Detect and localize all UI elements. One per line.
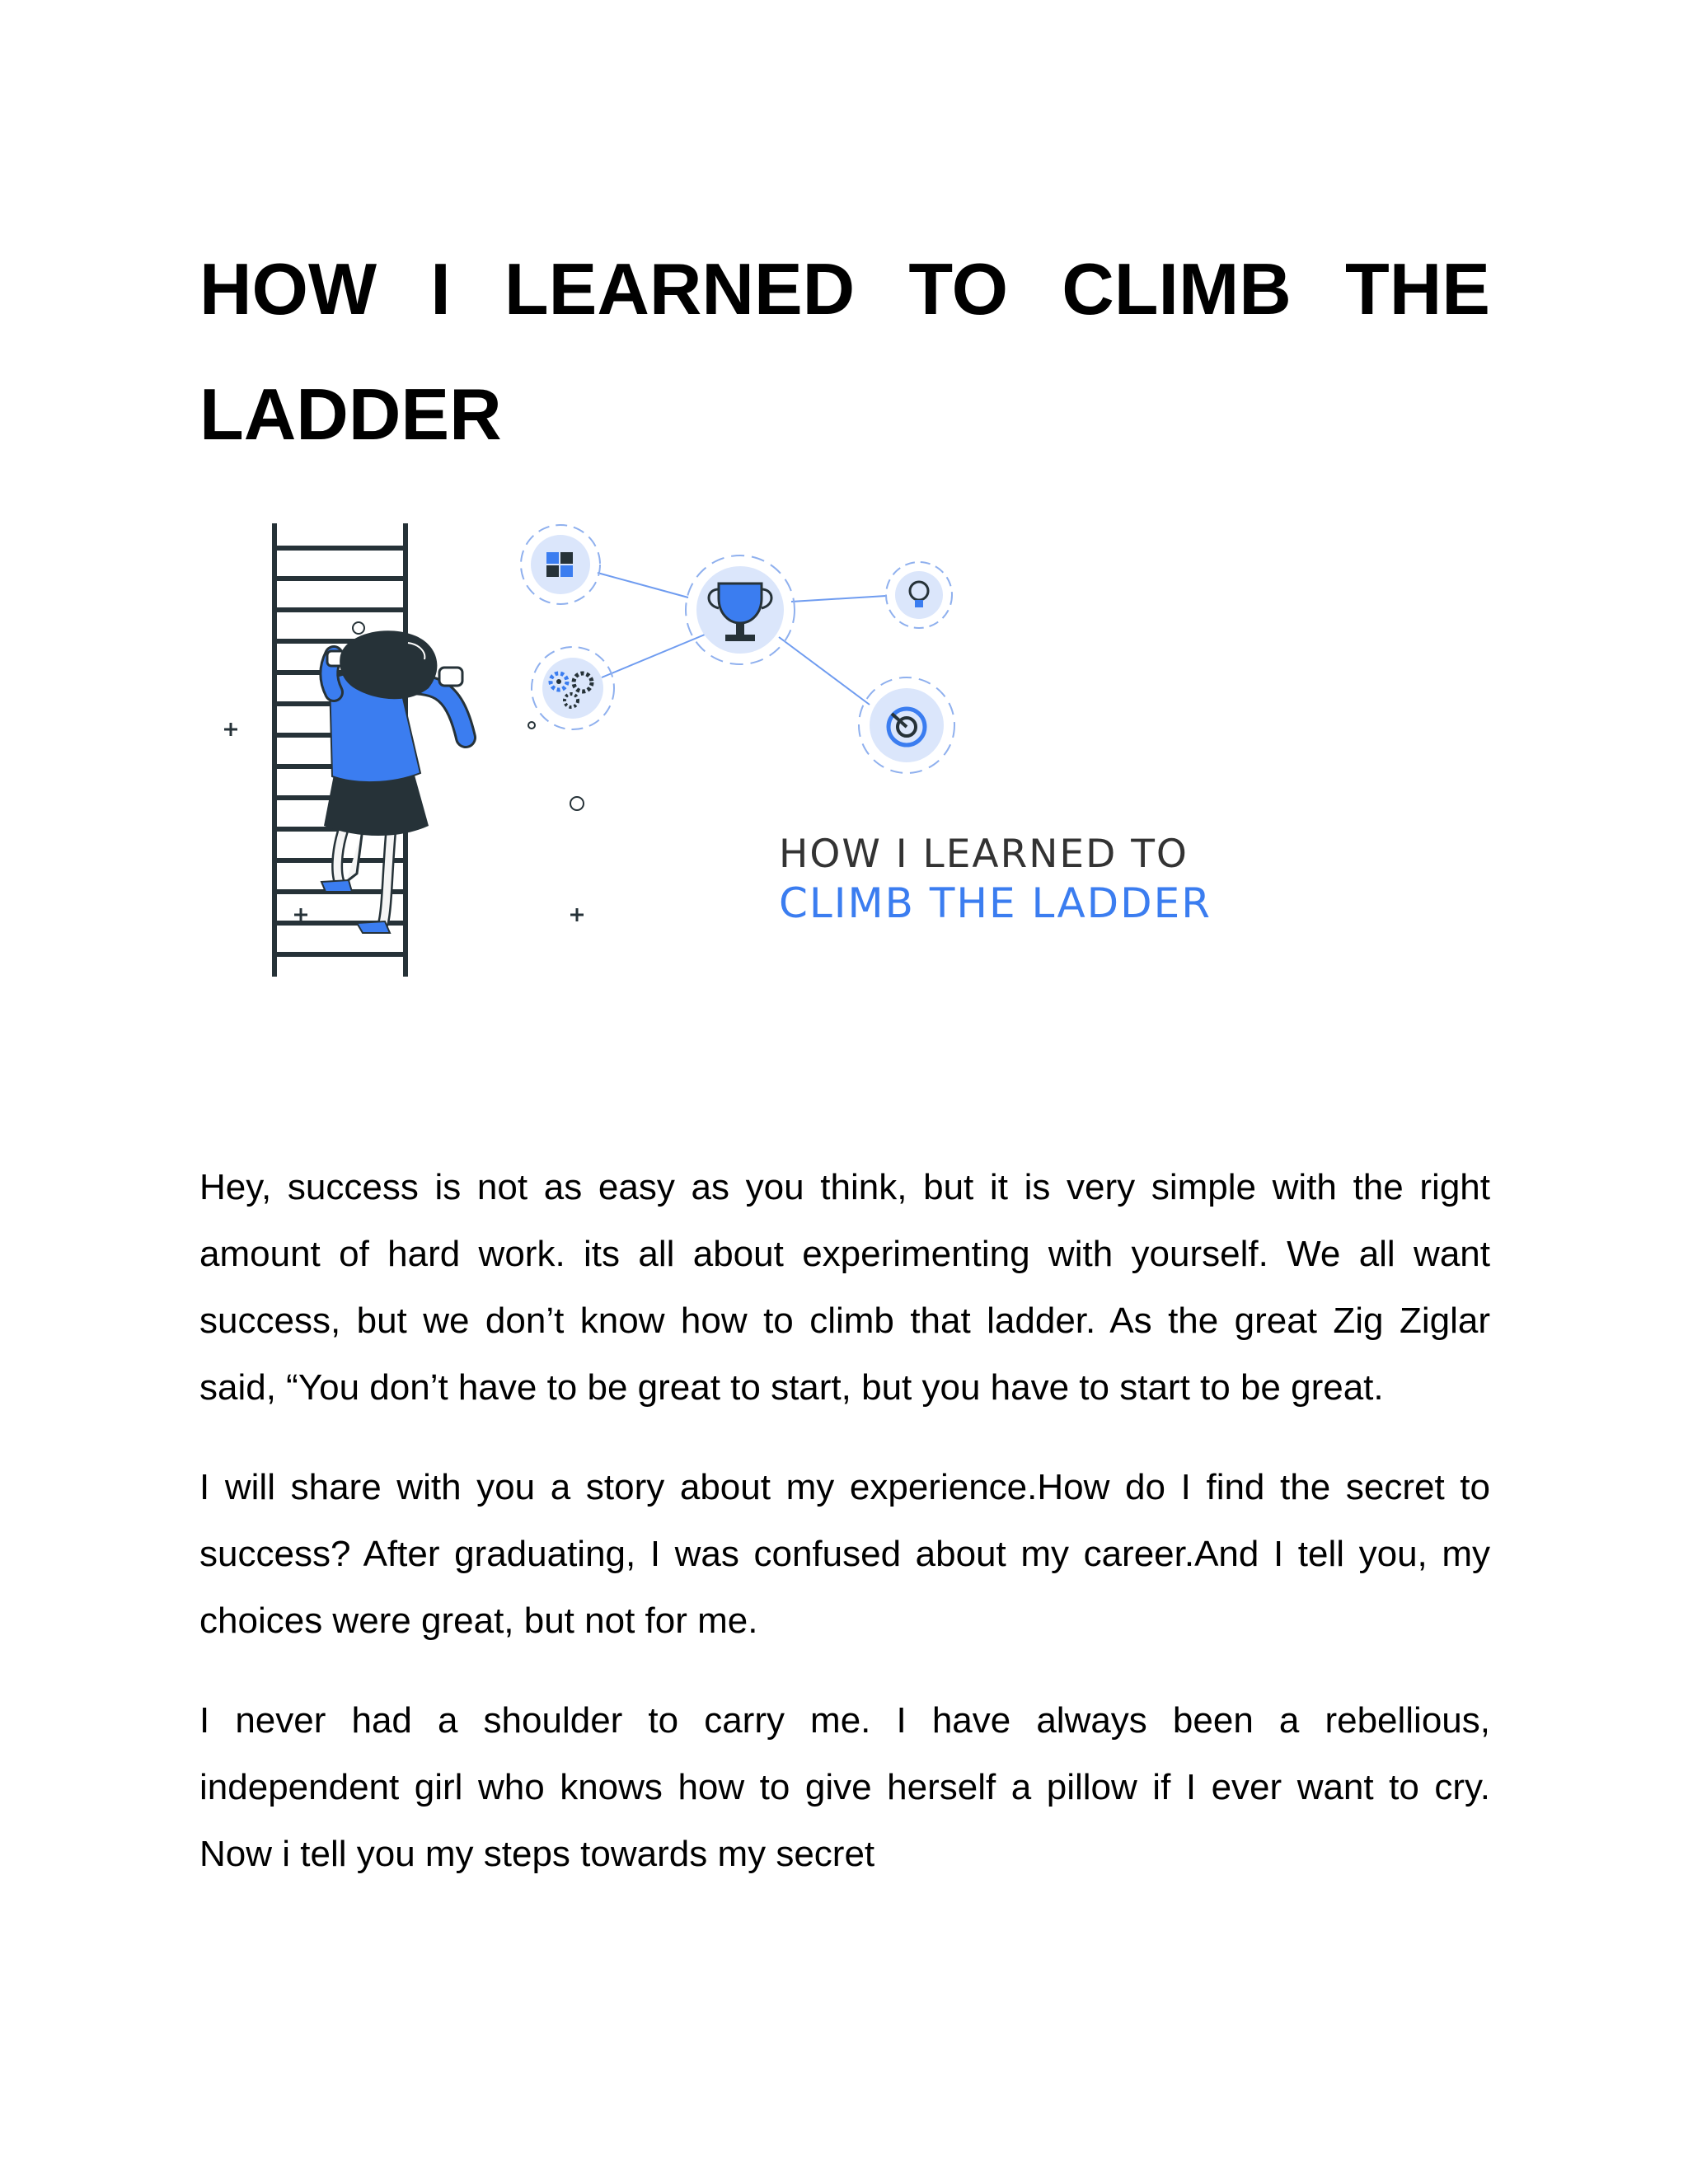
banner-line-1: HOW I LEARNED TO bbox=[779, 832, 1189, 877]
lightbulb-icon bbox=[886, 562, 952, 628]
paragraph-3: I never had a shoulder to carry me. I have always been a rebellious, independent girl who knows how to give herself a pillow if I ever want to cry. Now i tell you my steps towards my secret bbox=[199, 1700, 1490, 1874]
page-title: HOW I LEARNED TO CLIMB THE LADDER bbox=[199, 248, 1490, 455]
hero-illustration bbox=[210, 519, 1397, 989]
trophy-icon bbox=[686, 555, 795, 664]
puzzle-icon bbox=[521, 525, 600, 604]
gears-icon bbox=[532, 647, 614, 729]
banner-line-2: CLIMB THE LADDER bbox=[779, 879, 1212, 927]
climbing-woman-figure bbox=[321, 630, 466, 933]
hero-illustration-svg bbox=[210, 519, 1397, 989]
article-body bbox=[199, 1154, 1490, 1920]
paragraph-2: I will share with you a story about my experience.How do I find the secret to success? After graduating, I was confused about my career.And I tell you, my choices were great, but not for me. bbox=[199, 1467, 1490, 1641]
paragraph-1: Hey, success is not as easy as you think, but it is very simple with the right amount of hard work. its all about experimenting with yourself. We all want success, but we don’t know how to climb that ladder. As the great Zig Ziglar said, “You don’t have to be great to start, but you have to start to be great. bbox=[199, 1167, 1490, 1408]
target-icon bbox=[859, 677, 954, 773]
